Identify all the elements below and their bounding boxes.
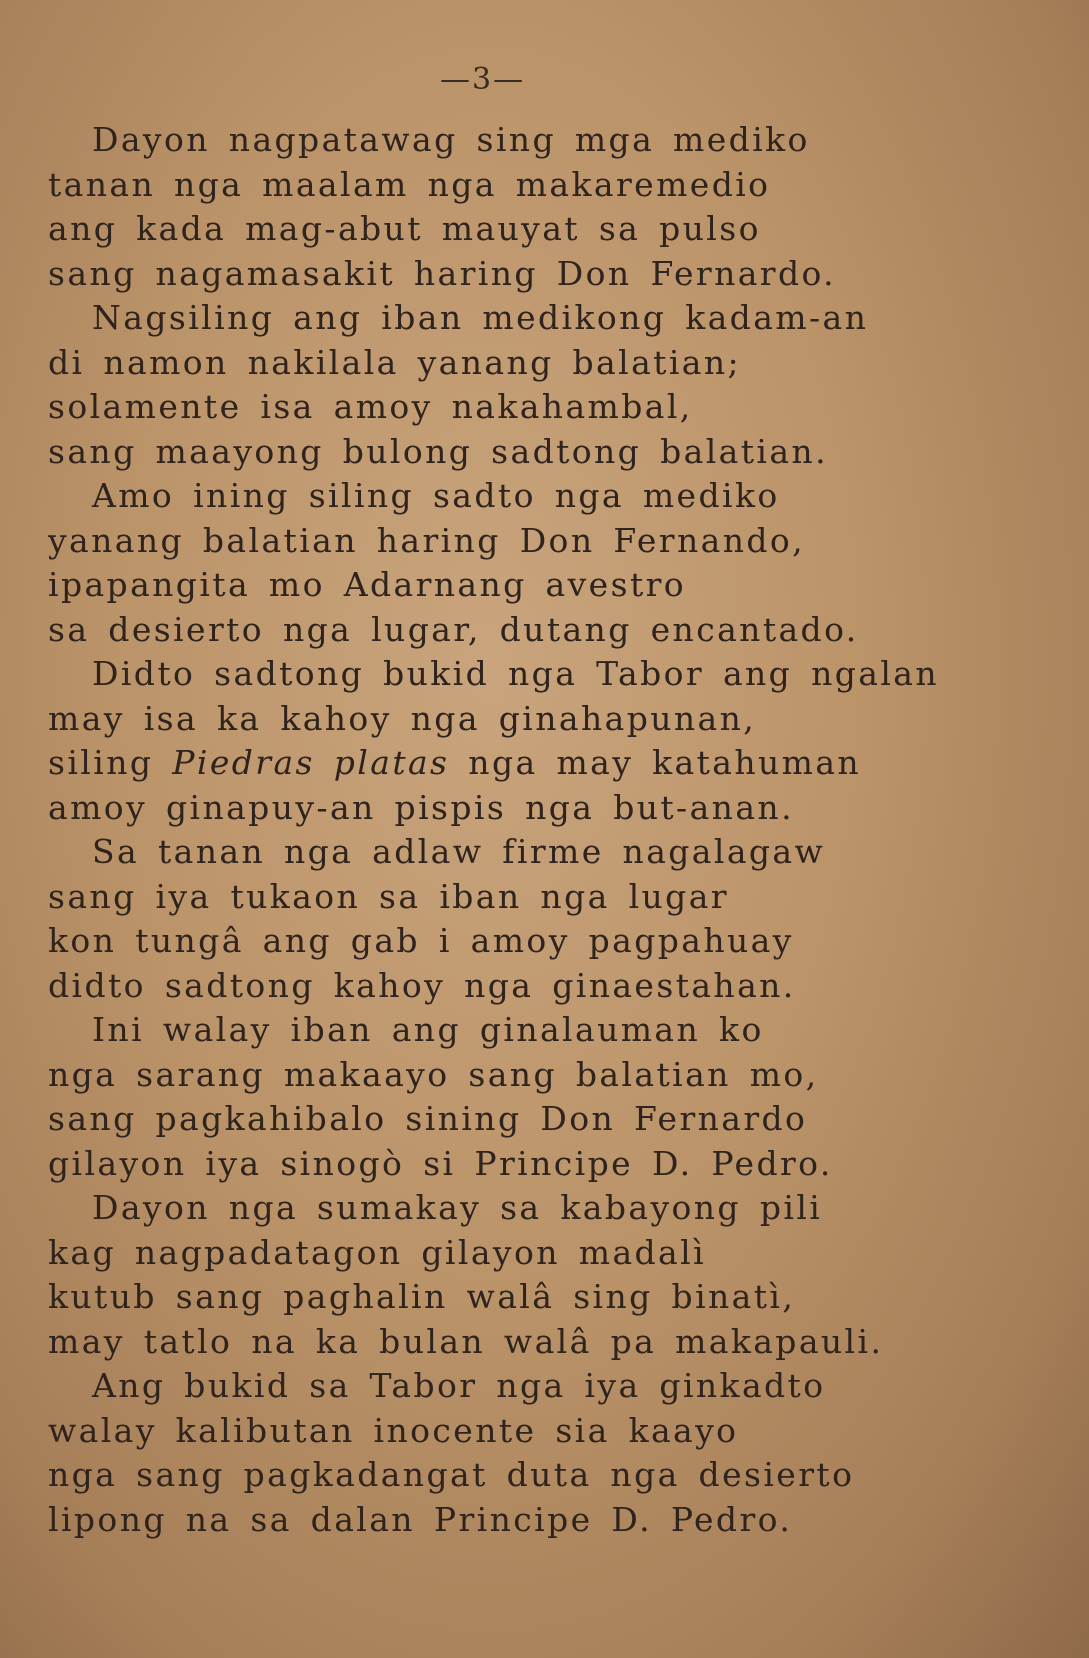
stanza-7 [48,1186,1058,1364]
verse-line: Ang bukid sa Tabor nga iya ginkadto [92,1366,826,1405]
verse-line: nga sang pagkadangat duta nga desierto [48,1455,855,1494]
stanza-5 [48,830,1058,1008]
verse-line: yanang balatian haring Don Fernando, [48,520,806,560]
verse-line: solamente isa amoy nakahambal, [48,387,693,426]
stanza-6 [48,1008,1058,1186]
verse-line: kon tungâ ang gab i amoy pagpahuay [48,921,794,960]
verse-line: may isa ka kahoy nga ginahapunan, [48,698,757,738]
verse-line: Dayon nagpatawag sing mga mediko [92,120,810,159]
verse-line: sang pagkahibalo sining Don Fernardo [48,1099,808,1138]
verse-line: ang kada mag-abut mauyat sa pulso [48,209,761,248]
italic-place-name: Piedras platas [172,743,450,782]
verse-line: Didto sadtong bukid nga Tabor ang ngalan [92,654,940,693]
verse-line: sang nagamasakit haring Don Fernardo. [48,253,837,293]
verse-line: di namon nakilala yanang balatian; [48,342,742,382]
verse-line: Ini walay iban ang ginalauman ko [92,1010,764,1049]
verse-line: ipapangita mo Adarnang avestro [48,565,687,604]
verse-line: sang iya tukaon sa iban nga lugar [48,876,729,916]
stanza-4 [48,652,1058,830]
verse-line: gilayon iya sinogò si Principe D. Pedro. [48,1143,833,1183]
verse-line: nga sarang makaayo sang balatian mo, [48,1054,819,1094]
verse-line: sang maayong bulong sadtong balatian. [48,431,828,471]
verse-line: Amo ining siling sadto nga mediko [92,476,780,515]
verse-line: Nagsiling ang iban medikong kadam-an [92,298,869,337]
verse-line: walay kalibutan inocente sia kaayo [48,1410,739,1450]
verse-line: sa desierto nga lugar, dutang encantado. [48,609,859,649]
stanza-3 [48,474,1058,652]
verse-line: kag nagpadatagon gilayon madalì [48,1232,707,1272]
verse-line: lipong na sa dalan Principe D. Pedro. [48,1499,793,1539]
verse-line: kutub sang paghalin walâ sing binatì, [48,1277,796,1316]
verse-line-mixed [48,741,1058,786]
verse-line: amoy ginapuy-an pispis nga but-anan. [48,787,794,827]
verse-line: Dayon nga sumakay sa kabayong pili [92,1188,823,1227]
verse-line: didto sadtong kahoy nga ginaestahan. [48,965,796,1005]
verse-line: tanan nga maalam nga makaremedio [48,164,771,204]
verse-fragment: nga may katahuman [468,743,862,782]
verse-word: siling [48,743,154,782]
page-number: —3— [440,62,526,97]
stanza-8 [48,1364,1058,1542]
stanza-2 [48,296,1058,474]
verse-line: may tatlo na ka bulan walâ pa makapauli. [48,1321,884,1361]
verse-line: Sa tanan nga adlaw firme nagalagaw [92,832,826,871]
stanza-1 [48,118,1058,296]
poem-text [48,118,1058,1542]
